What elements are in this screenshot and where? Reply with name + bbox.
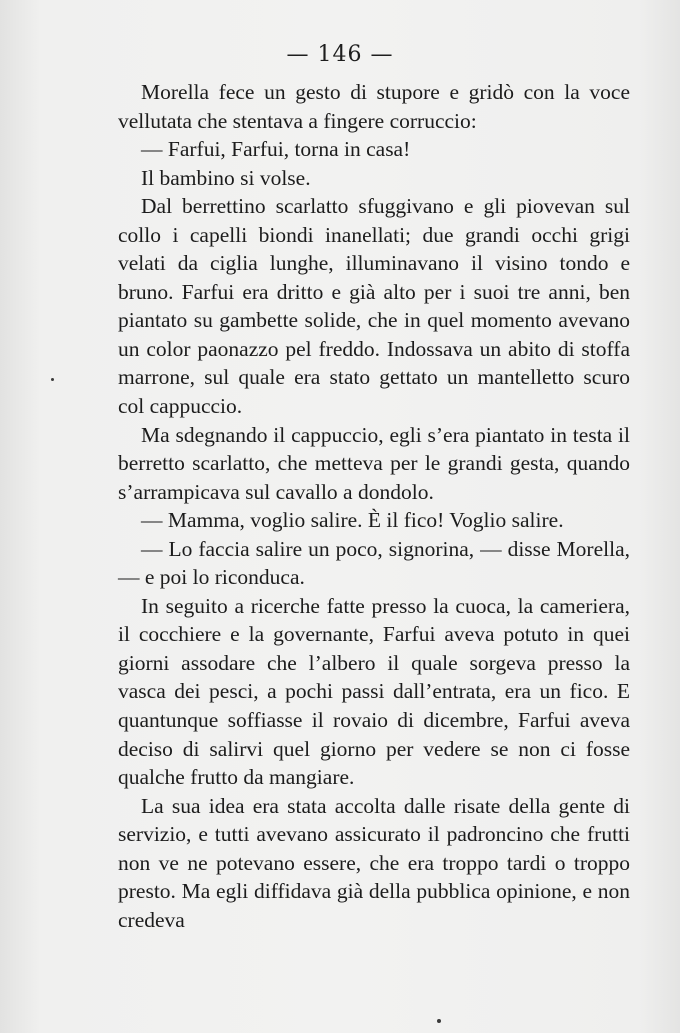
paragraph: — Farfui, Farfui, torna in casa! (141, 137, 411, 162)
paragraph: Dal berrettino scarlatto sfuggivano e gli piovevan sul collo i capelli biondi inanellati; due grandi occhi grigi velati da ciglia lunghe, illuminavano il visino tondo e bruno. Farfui era dritto e già alto per i suoi tre anni, ben piantato su gambette solide, che in quel momento avevano un color paonazzo pel freddo. Indossava un abito di stoffa marrone, sul quale era stato gettato un mantelletto scuro col cappuccio. (118, 194, 630, 419)
paragraph: La sua idea era stata accolta dalle risate della gente di servizio, e tutti avevano assicurato il padroncino che frutti non ve ne potevano essere, che era troppo tardi o troppo presto. Ma egli diffidava già della pubblica opinione, e non credeva (118, 793, 630, 932)
body-text (118, 78, 630, 934)
paragraph: — Lo faccia salire un poco, signorina, — disse Morella, — e poi lo riconduca. (118, 536, 630, 590)
paragraph: Ma sdegnando il cappuccio, egli s’era piantato in testa il berretto scarlatto, che metteva per le grandi gesta, quando s’arrampicava sul cavallo a dondolo. (118, 422, 630, 504)
paragraph: Il bambino si volse. (141, 165, 311, 190)
paper-speck (437, 1019, 441, 1023)
paragraph: — Mamma, voglio salire. È il fico! Voglio salire. (141, 508, 564, 533)
page-number: — 146 — (286, 42, 394, 67)
paper-speck (51, 378, 54, 381)
paragraph: Morella fece un gesto di stupore e gridò con la voce vellutata che stentava a fingere corruccio: (118, 80, 630, 133)
paragraph: In seguito a ricerche fatte presso la cuoca, la cameriera, il cocchiere e la governante, Farfui aveva potuto in quei giorni assodare che l’albero il quale sorgeva presso la vasca dei pesci, a pochi passi dall’entrata, era un fico. E quantunque soffiasse il rovaio di dicembre, Farfui aveva deciso di salirvi quel giorno per vedere se non ci fosse qualche frutto da mangiare. (118, 593, 630, 790)
